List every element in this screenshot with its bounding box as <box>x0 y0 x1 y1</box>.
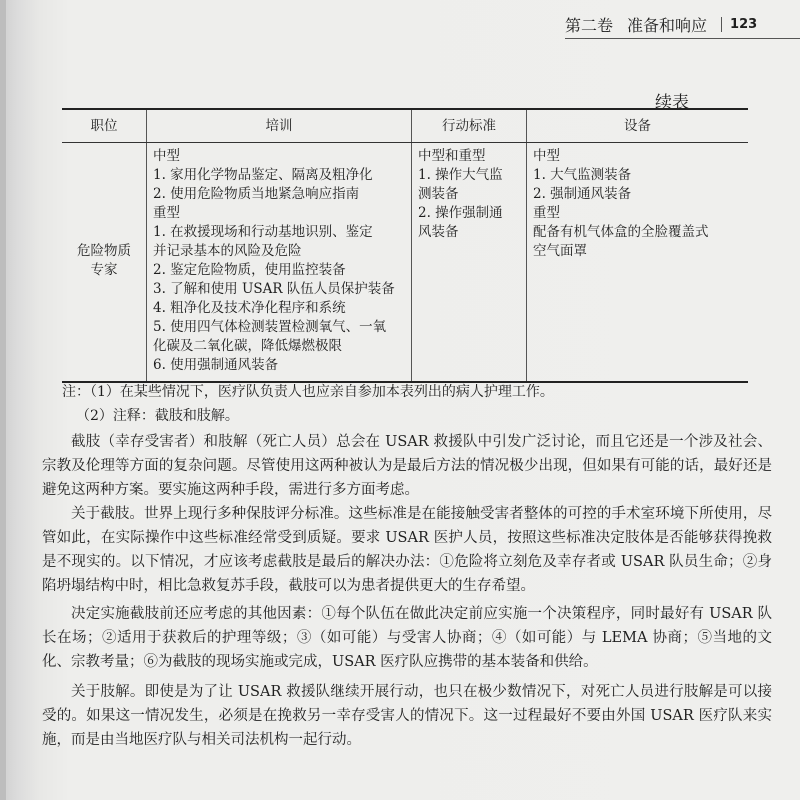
body-paragraph: 关于截肢。世界上现行多种保肢评分标准。这些标准是在能接触受害者整体的可控的手术室环境下所使用，尽管如此，在实际操作中这些标准经常受到质疑。要求 USAR 医护人员，按照这些标准决定肢体是否能够获得挽救是不现实的。以下情况，才应该考虑截肢是最后的解决办法：①危险将立刻危及幸存者或 USAR 队员生命；②身陷坍塌结构中时，相比急救复苏手段，截肢可以为患者提供更大的生存希望。 <box>42 506 772 594</box>
cell-standard <box>412 143 527 383</box>
col-header-standard: 行动标准 <box>412 109 527 143</box>
page-number: 123 <box>721 17 757 32</box>
section-label: 第二卷 <box>565 15 614 35</box>
training-table <box>62 108 748 383</box>
table-continued-label: 续表 <box>655 93 689 113</box>
standard-text: 中型和重型 1. 操作大气监 测装备 2. 操作强制通 风装备 <box>418 148 503 240</box>
col-header-training: 培训 <box>147 109 412 143</box>
table-header-row <box>62 109 748 143</box>
col-header-equipment: 设备 <box>527 109 749 143</box>
cell-role <box>62 143 147 383</box>
body-paragraph: 关于肢解。即使是为了让 USAR 救援队继续开展行动，也只在极少数情况下，对死亡人员进行肢解是可以接受的。如果这一情况发生，必须是在挽救另一幸存受害人的情况下。这一过程最好不要由外国 USAR 医疗队来实施，而是由当地医疗队与相关司法机构一起行动。 <box>42 684 772 748</box>
note-1: 注：（1）在某些情况下，医疗队负责人也应亲自参加本表列出的病人护理工作。 <box>62 384 554 400</box>
role-text: 危险物质 专家 <box>77 243 131 278</box>
body-paragraph: 截肢（幸存受害者）和肢解（死亡人员）总会在 USAR 救援队中引发广泛讨论，而且它还是一个涉及社会、宗教及伦理等方面的复杂问题。尽管使用这两种被认为是最后方法的情况极少出现，但如果有可能的话，最好还是避免这两种方案。要实施这两种手段，需进行多方面考虑。 <box>42 434 772 498</box>
chapter-title: 准备和响应 <box>627 15 708 35</box>
body-paragraph: 决定实施截肢前还应考虑的其他因素：①每个队伍在做此决定前应实施一个决策程序，同时最好有 USAR 队长在场；②适用于获救后的护理等级；③（如可能）与受害人协商；④（如可能）与 LEMA 协商；⑤当地的文化、宗教考量；⑥为截肢的现场实施或完成，USAR 医疗队应携带的基本装备和供给。 <box>42 606 772 670</box>
cell-training <box>147 143 412 383</box>
table-notes <box>62 380 752 428</box>
note-2: （2）注释：截肢和肢解。 <box>76 408 239 424</box>
running-header <box>565 10 800 39</box>
training-text: 中型 1. 家用化学物品鉴定、隔离及粗净化 2. 使用危险物质当地紧急响应指南 重型 1. 在救援现场和行动基地识别、鉴定 并记录基本的风险及危险 2. 鉴定危险物质，使用监控装备 3. 了解和使用 USAR 队伍人员保护装备 4. 粗净化及技术净化程序和系统 5. 使用四气体检测装置检测氧气、一氧 化碳及二氧化碳，降低爆燃极限 6. 使用强制通风装备 <box>153 148 395 373</box>
col-header-role: 职位 <box>62 109 147 143</box>
equipment-text: 中型 1. 大气监测装备 2. 强制通风装备 重型 配备有机气体盒的全脸覆盖式 空气面罩 <box>533 148 709 259</box>
cell-equipment <box>527 143 749 383</box>
page-gutter <box>0 0 6 800</box>
table-row <box>62 143 748 383</box>
